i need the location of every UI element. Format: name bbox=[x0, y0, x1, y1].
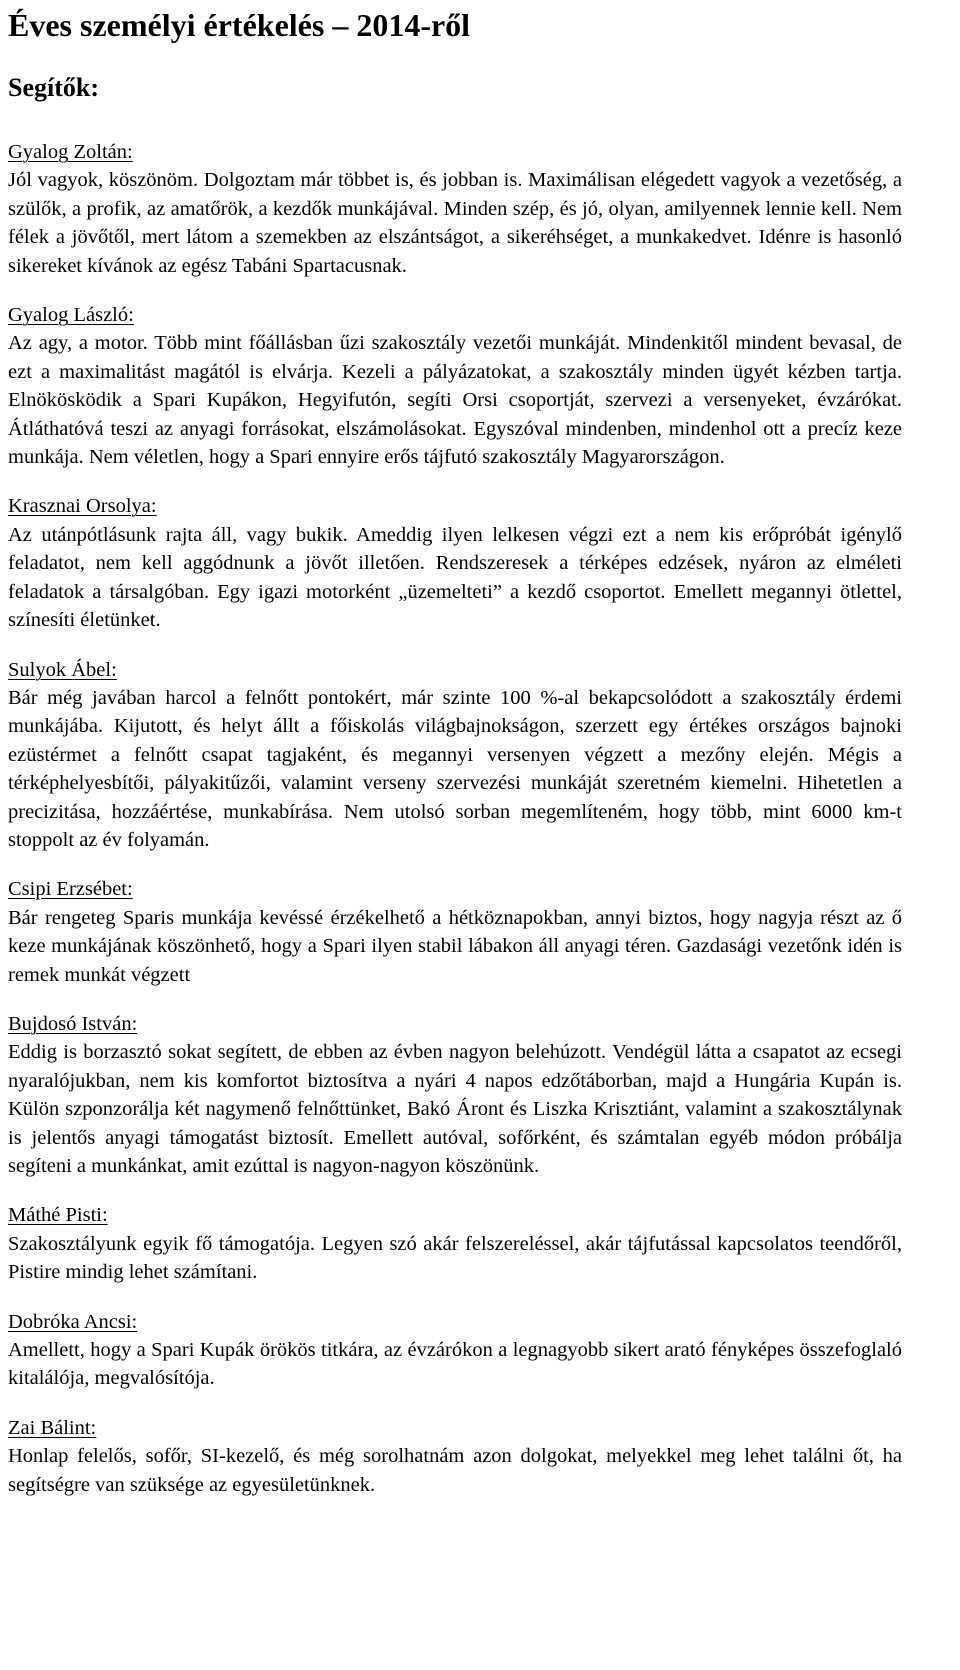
document-title: Éves személyi értékelés – 2014-ről bbox=[8, 7, 471, 43]
helper-entry bbox=[8, 301, 902, 471]
helper-description: Eddig is borzasztó sokat segített, de ebben az évben nagyon belehúzott. Vendégül látta a csapatot az ecsegi nyaralójukban, nem kis komfortot biztosítva a nyári 4 napos edzőtáborban, majd a Hungária Kupán is. Külön szponzorálja két nagymenő felnőttünket, Bakó Áront és Liszka Krisztiánt, valamint a szakosztálynak is jelentős anyagi támogatást biztosít. Emellett autóval, sofőrként, és számtalan egyéb módon próbálja segíteni a munkánkat, amit ezúttal is nagyon-nagyon köszönünk. bbox=[8, 1041, 902, 1177]
helper-entry bbox=[8, 492, 902, 634]
section-heading: Segítők: bbox=[8, 73, 99, 102]
helper-entry bbox=[8, 1201, 902, 1286]
helpers-list bbox=[8, 126, 902, 1499]
helper-description: Az utánpótlásunk rajta áll, vagy bukik. Ameddig ilyen lelkesen végzi ezt a nem kis erőpróbát igénylő feladatot, nem kell aggódnunk a jövőt illetően. Rendszeresek a térképes edzések, nyáron az elméleti feladatok a társalgóban. Egy igazi motorként „üzemelteti” a kezdő csoportot. Emellett megannyi ötlettel, színesíti életünket. bbox=[8, 523, 902, 632]
helper-description: Bár rengeteg Sparis munkája kevéssé érzékelhető a hétköznapokban, annyi biztos, hogy nagyja részt az ő keze munkájának köszönhető, hogy a Spari ilyen stabil lábakon áll anyagi téren. Gazdasági vezetőnk idén is remek munkát végzett bbox=[8, 906, 902, 986]
helper-description: Honlap felelős, sofőr, SI-kezelő, és még sorolhatnám azon dolgokat, melyekkel meg lehet találni őt, ha segítségre van szüksége az egyesületünknek. bbox=[8, 1445, 902, 1496]
helper-description: Az agy, a motor. Több mint főállásban űzi szakosztály vezetői munkáját. Mindenkitől mindent bevasal, de ezt a maximalitást magától is elvárja. Kezeli a pályázatokat, a szakosztály minden ügyét kézben tartja. Elnökösködik a Spari Kupákon, Hegyifutón, segíti Orsi csoportját, szervezi a versenyeket, évzárókat. Átláthatóvá teszi az anyagi forrásokat, elszámolásokat. Egyszóval mindenben, mindenhol ott a precíz keze munkája. Nem véletlen, hogy a Spari ennyire erős tájfutó szakosztály Magyarországon. bbox=[8, 332, 902, 469]
helper-name: Krasznai Orsolya: bbox=[8, 495, 157, 518]
helper-name: Gyalog Zoltán: bbox=[8, 141, 133, 163]
helper-entry bbox=[8, 138, 902, 280]
helper-name: Sulyok Ábel: bbox=[8, 658, 117, 681]
helper-entry bbox=[8, 656, 902, 855]
helper-description: Amellett, hogy a Spari Kupák örökös titkára, az évzárókon a legnagyobb sikert arató fényképes összefoglaló kitalálója, megvalósítója. bbox=[8, 1339, 902, 1390]
helper-name: Dobróka Ancsi: bbox=[8, 1310, 138, 1333]
helper-description: Bár még javában harcol a felnőtt pontokért, már szinte 100 %-al bekapcsolódott a szakosztály érdemi munkájába. Kijutott, és helyt állt a főiskolás világbajnokságon, szerzett egy értékes országos bajnoki ezüstérmet a felnőtt csapat tagjaként, és megannyi versenyen végzett a mezőny elején. Mégis a térképhelyesbítői, pályakitűzői, valamint verseny szervezési munkáját szeretném kiemelni. Hihetetlen a precizitása, hozzáértése, munkabírása. Nem utolsó sorban megemlíteném, hogy több, mint 6000 km-t stoppolt az év folyamán. bbox=[8, 686, 902, 851]
helper-name: Zai Bálint: bbox=[8, 1416, 97, 1439]
helper-name: Bujdosó István: bbox=[8, 1012, 138, 1035]
helper-entry bbox=[8, 1414, 902, 1499]
helper-description: Jól vagyok, köszönöm. Dolgoztam már többet is, és jobban is. Maximálisan elégedett vagyok a vezetőség, a szülők, a profik, az amatőrök, a kezdők munkájával. Minden szép, és jó, olyan, amilyennek lennie kell. Nem félek a jövőtől, mert látom a szemekben az elszántságot, a sikeréhséget, a munkakedvet. Idénre is hasonló sikereket kívánok az egész Tabáni Spartacusnak. bbox=[8, 169, 902, 277]
helper-entry bbox=[8, 1308, 902, 1393]
helper-description: Szakosztályunk egyik fő támogatója. Legyen szó akár felszereléssel, akár tájfutással kapcsolatos teendőről, Pistire mindig lehet számítani. bbox=[8, 1232, 902, 1284]
helper-name: Gyalog László: bbox=[8, 304, 134, 327]
helper-name: Csipi Erzsébet: bbox=[8, 878, 133, 901]
helper-entry bbox=[8, 875, 902, 989]
helper-entry bbox=[8, 1010, 902, 1180]
helper-name: Máthé Pisti: bbox=[8, 1204, 108, 1227]
